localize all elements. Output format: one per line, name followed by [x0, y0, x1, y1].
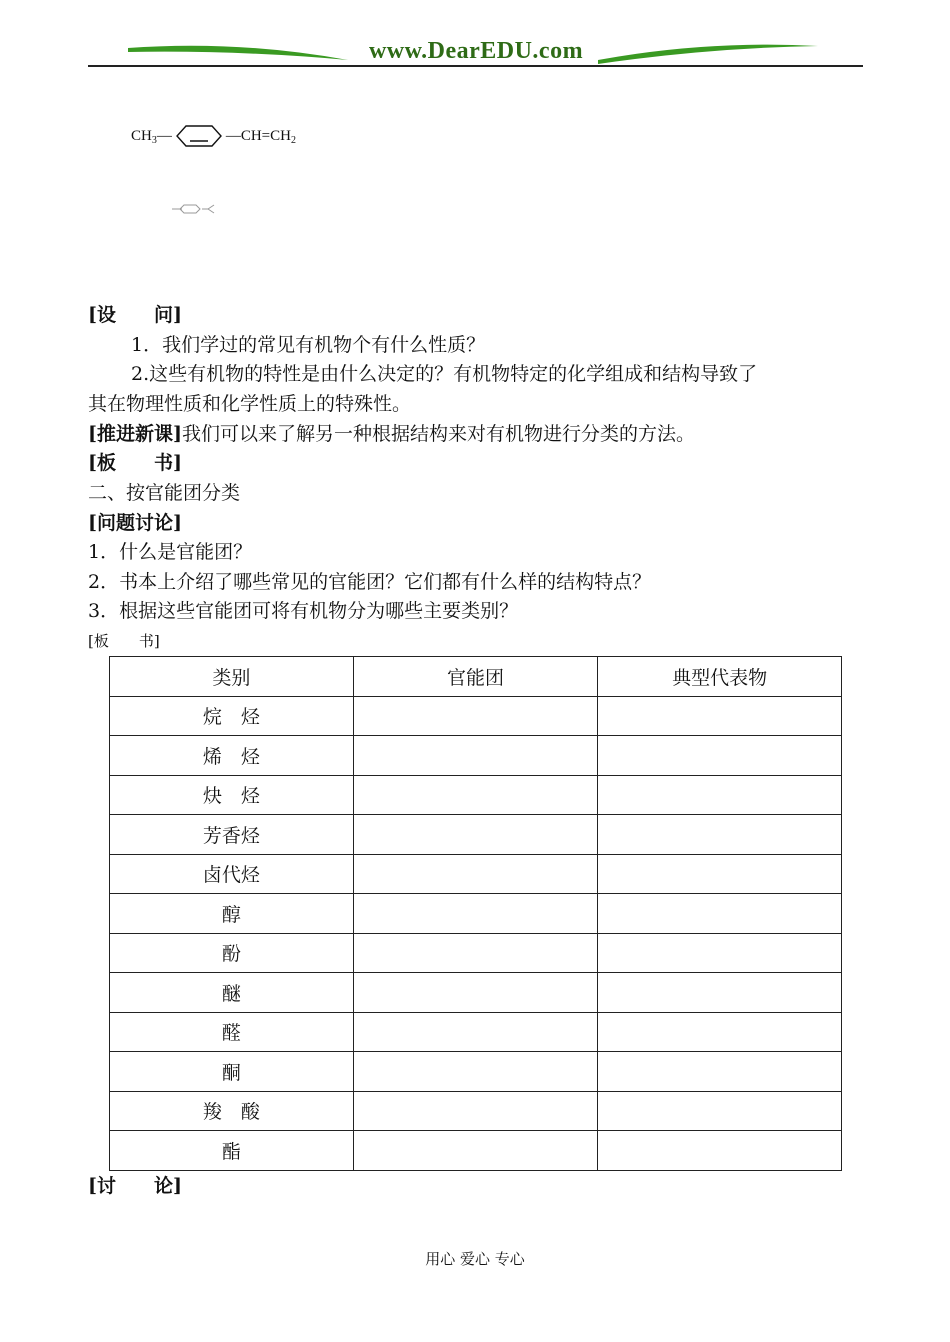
advance-label: [推进新课] — [88, 423, 182, 445]
empty-cell — [598, 933, 842, 973]
category-cell: 芳香烃 — [110, 815, 354, 855]
empty-cell — [353, 775, 598, 815]
question-heading: [设 问] — [88, 304, 182, 326]
empty-cell — [598, 1052, 842, 1092]
table-row — [110, 1052, 842, 1092]
table-header-functional-group: 官能团 — [353, 657, 598, 697]
empty-cell — [353, 1091, 598, 1131]
table-header-row — [110, 657, 842, 697]
category-cell: 酮 — [110, 1052, 354, 1092]
formula-left-subscript: 3 — [151, 134, 157, 146]
empty-cell — [598, 1131, 842, 1171]
discussion-question-1: 1．什么是官能团？ — [88, 541, 253, 563]
category-cell: 醚 — [110, 973, 354, 1013]
empty-cell — [353, 933, 598, 973]
empty-cell — [353, 815, 598, 855]
page-header — [88, 38, 863, 70]
empty-cell — [353, 894, 598, 934]
discussion-heading: [问题讨论] — [88, 512, 182, 534]
empty-cell — [353, 1131, 598, 1171]
category-cell: 羧 酸 — [110, 1091, 354, 1131]
formula-bond: — — [156, 127, 172, 144]
question-2-line-2: 其在物理性质和化学性质上的特殊性。 — [88, 393, 412, 415]
empty-cell — [353, 1052, 598, 1092]
empty-cell — [353, 1012, 598, 1052]
page-footer: 用心 爱心 专心 — [425, 1250, 525, 1268]
empty-cell — [598, 736, 842, 776]
table-row — [110, 775, 842, 815]
benzene-ring-icon — [176, 125, 222, 147]
table-row — [110, 973, 842, 1013]
empty-cell — [598, 854, 842, 894]
category-cell: 醇 — [110, 894, 354, 934]
discuss-heading: [讨 论] — [88, 1175, 182, 1197]
empty-cell — [353, 973, 598, 1013]
table-header-category: 类别 — [110, 657, 354, 697]
discussion-question-3: 3．根据这些官能团可将有机物分为哪些主要类别？ — [88, 600, 519, 622]
table-row — [110, 854, 842, 894]
category-cell: 醛 — [110, 1012, 354, 1052]
section-title: 二、按官能团分类 — [88, 482, 241, 504]
table-row — [110, 696, 842, 736]
category-cell: 酚 — [110, 933, 354, 973]
styrene-methyl-formula — [131, 125, 296, 147]
board-heading-small: [板 书] — [88, 632, 160, 650]
table-row — [110, 1131, 842, 1171]
functional-group-table — [109, 656, 842, 1171]
discussion-question-2: 2．书本上介绍了哪些常见的官能团？它们都有什么样的结构特点？ — [88, 571, 652, 593]
empty-cell — [598, 775, 842, 815]
small-structure-sketch — [172, 203, 216, 215]
category-cell: 烯 烃 — [110, 736, 354, 776]
empty-cell — [598, 696, 842, 736]
category-cell: 炔 烃 — [110, 775, 354, 815]
swoosh-left-decoration — [128, 42, 348, 64]
formula-left-group: CH — [131, 127, 152, 144]
empty-cell — [598, 815, 842, 855]
table-row — [110, 933, 842, 973]
empty-cell — [598, 973, 842, 1013]
category-cell: 卤代烃 — [110, 854, 354, 894]
category-cell: 烷 烃 — [110, 696, 354, 736]
formula-right-subscript: 2 — [290, 134, 296, 146]
empty-cell — [353, 854, 598, 894]
board-heading: [板 书] — [88, 452, 182, 474]
header-rule — [88, 65, 863, 67]
table-row — [110, 1012, 842, 1052]
question-1: 1．我们学过的常见有机物个有什么性质？ — [131, 334, 486, 356]
table-row — [110, 1091, 842, 1131]
formula-right-group: —CH=CH — [225, 127, 291, 144]
empty-cell — [353, 736, 598, 776]
category-cell: 酯 — [110, 1131, 354, 1171]
table-header-representative: 典型代表物 — [598, 657, 842, 697]
empty-cell — [598, 1091, 842, 1131]
swoosh-right-decoration — [598, 42, 818, 64]
advance-lesson — [88, 420, 695, 449]
empty-cell — [598, 894, 842, 934]
empty-cell — [598, 1012, 842, 1052]
advance-text: 我们可以来了解另一种根据结构来对有机物进行分类的方法。 — [181, 423, 695, 445]
question-2-line-1: 2.这些有机物的特性是由什么决定的？有机物特定的化学组成和结构导致了 — [131, 363, 758, 385]
empty-cell — [353, 696, 598, 736]
table-row — [110, 815, 842, 855]
table-row — [110, 736, 842, 776]
table-row — [110, 894, 842, 934]
site-brand-logo: www.DearEDU.com — [368, 38, 584, 64]
